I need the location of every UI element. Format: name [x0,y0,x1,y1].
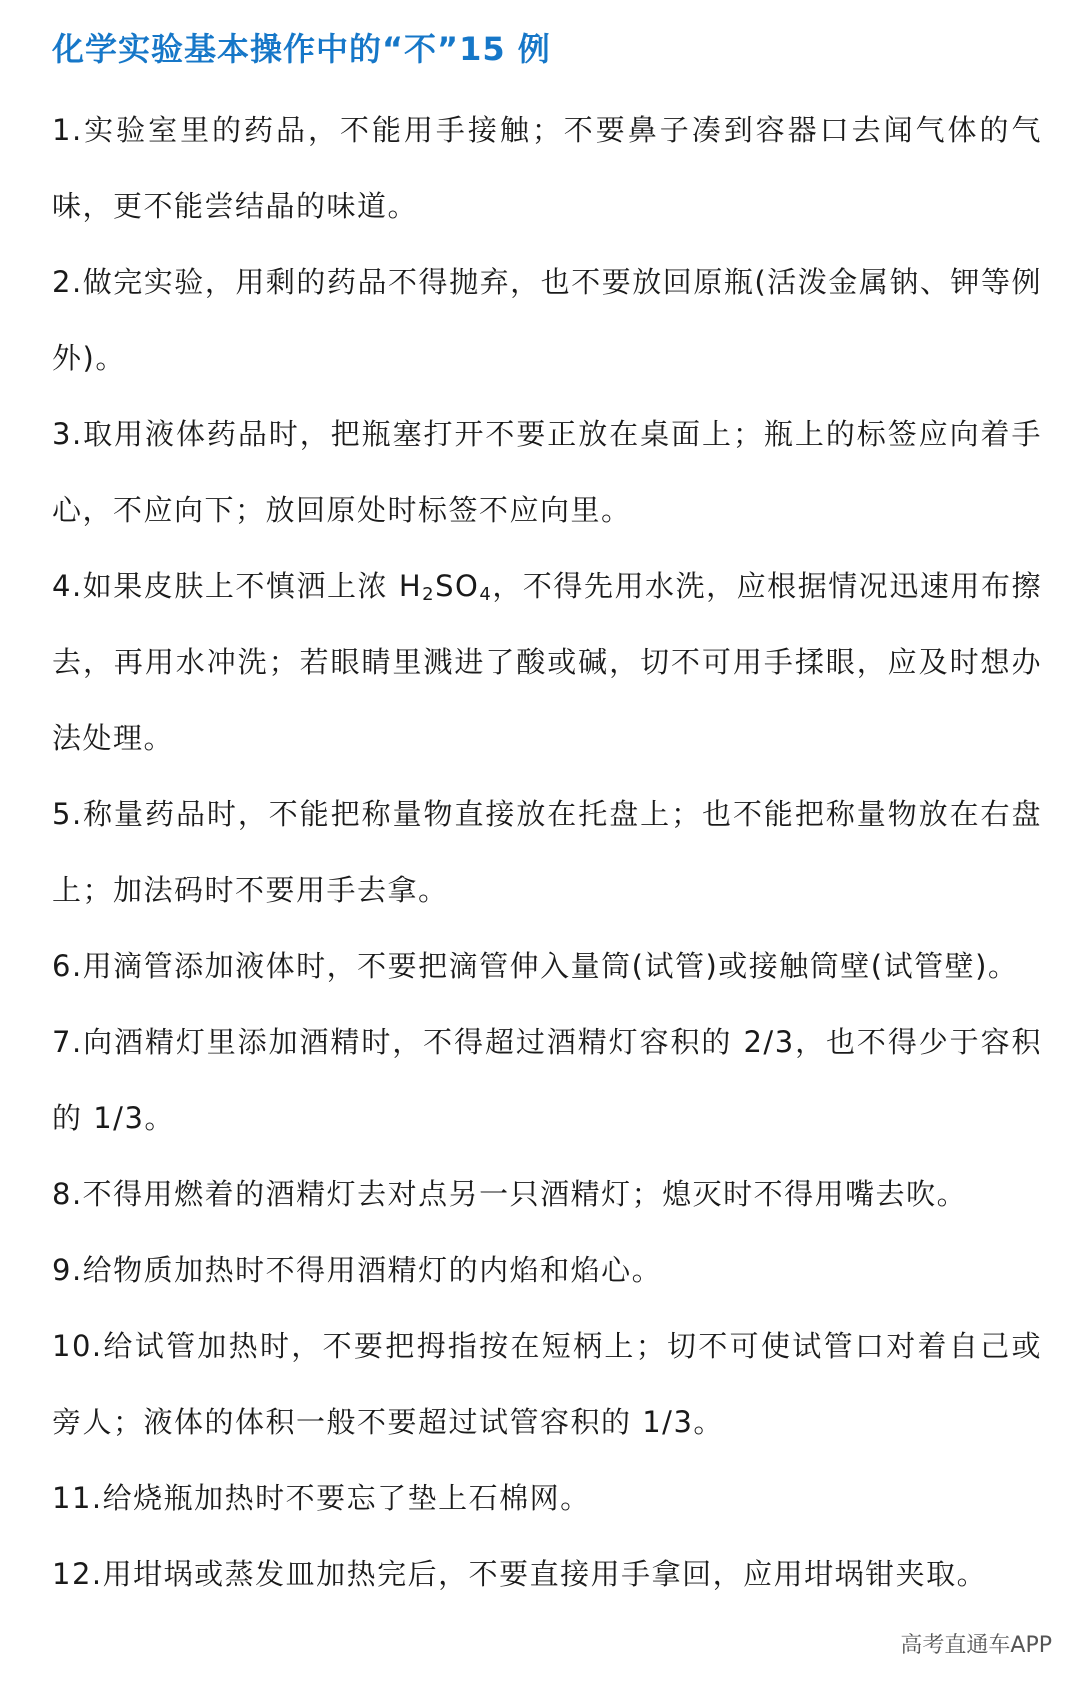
rule-item-2: 2.做完实验，用剩的药品不得抛弃，也不要放回原瓶(活泼金属钠、钾等例外)。 [52,265,1042,375]
subscript-2: 2 [422,584,436,605]
rule-item-4-after: ，不得先用水洗，应根据情况迅速用布擦去，再用水冲洗；若眼睛里溅进了酸或碱，切不可用手揉眼，应及时想办法处理。 [52,569,1042,755]
rule-item-4 [52,548,1042,776]
rule-item-11: 11.给烧瓶加热时不要忘了垫上石棉网。 [52,1481,591,1515]
rule-item-10: 10.给试管加热时，不要把拇指按在短柄上；切不可使试管口对着自己或旁人；液体的体积一般不要超过试管容积的 1/3。 [52,1329,1042,1439]
rule-item-1: 1.实验室里的药品，不能用手接触；不要鼻子凑到容器口去闻气体的气味，更不能尝结晶的味道。 [52,113,1042,223]
app-watermark: 高考直通车APP [900,1633,1052,1658]
rule-item-12: 12.用坩埚或蒸发皿加热完后，不要直接用手拿回，应用坩埚钳夹取。 [52,1557,988,1591]
rule-item-7: 7.向酒精灯里添加酒精时，不得超过酒精灯容积的 2/3，也不得少于容积的 1/3。 [52,1025,1042,1135]
rule-item-5: 5.称量药品时，不能把称量物直接放在托盘上；也不能把称量物放在右盘上；加法码时不要用手去拿。 [52,797,1042,907]
rule-item-4-mid: SO [435,569,480,603]
rule-list [52,92,1042,1612]
rule-item-4-before: 4.如果皮肤上不慎洒上浓 H [52,569,423,603]
rule-item-6: 6.用滴管添加液体时，不要把滴管伸入量筒(试管)或接触筒壁(试管壁)。 [52,949,1019,983]
rule-item-3: 3.取用液体药品时，把瓶塞打开不要正放在桌面上；瓶上的标签应向着手心，不应向下；放回原处时标签不应向里。 [52,417,1042,527]
document-title: 化学实验基本操作中的“不”15 例 [52,30,551,68]
subscript-4: 4 [479,584,493,605]
rule-item-9: 9.给物质加热时不得用酒精灯的内焰和焰心。 [52,1253,663,1287]
rule-item-8: 8.不得用燃着的酒精灯去对点另一只酒精灯；熄灭时不得用嘴去吹。 [52,1177,968,1211]
